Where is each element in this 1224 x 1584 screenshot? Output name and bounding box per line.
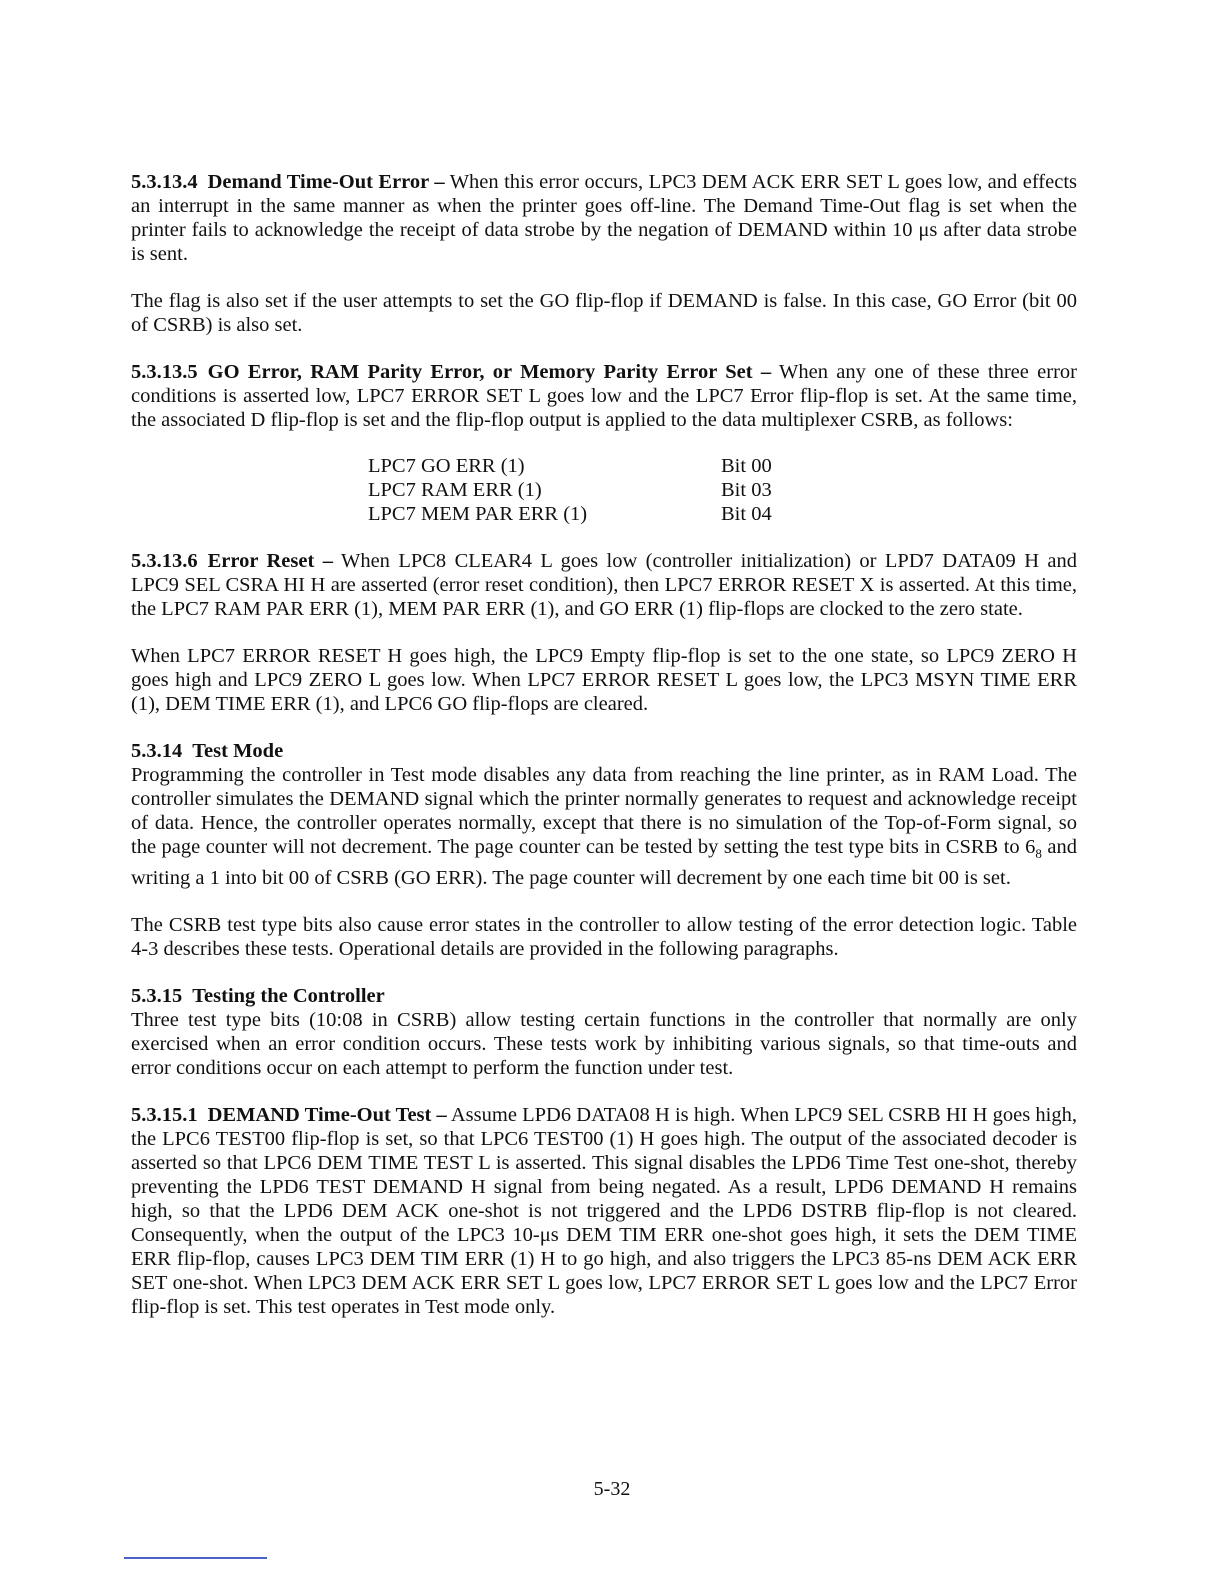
signal-cell: LPC7 GO ERR (1) bbox=[368, 455, 525, 477]
section-text: When this error occurs, LPC3 DEM ACK ERR SET L goes low, and effects an interrupt in the same manner as when the printer goes off-line. The Demand Time-Out flag is set when the printer fails to acknowledge the receipt of data strobe by the negation of DEMAND within 10 μs after data strobe is sent. bbox=[131, 171, 1077, 265]
section-number: 5.3.13.6 bbox=[131, 550, 198, 572]
paragraph-test-mode bbox=[131, 763, 1077, 890]
bit-cell: Bit 04 bbox=[721, 503, 772, 525]
section-text: Assume LPD6 DATA08 H is high. When LPC9 SEL CSRB HI H goes high, the LPC6 TEST00 flip-flop is set, so that LPC6 TEST00 (1) H goes high. The output of the associated decoder is asserted so that LPC6 DEM TIME TEST L is asserted. This signal disables the LPD6 Time Test one-shot, thereby preventing the LPD6 TEST DEMAND H signal from being negated. As a result, LPD6 DEMAND H remains high, so that the LPD6 DEM ACK one-shot is not triggered and the LPD6 DSTRB flip-flop is not cleared. Consequently, when the output of the LPC3 10-μs DEM TIM ERR one-shot goes high, it sets the DEM TIME ERR flip-flop, causes LPC3 DEM TIM ERR (1) H to go high, and also triggers the LPC3 85-ns DEM ACK ERR SET one-shot. When LPC3 DEM ACK ERR SET L goes low, LPC7 ERROR SET L goes low and the LPC7 Error flip-flop is set. This test operates in Test mode only. bbox=[131, 1104, 1077, 1319]
page-number: 5-32 bbox=[593, 1478, 631, 1500]
footer-rule bbox=[124, 1557, 267, 1559]
signal-cell: LPC7 MEM PAR ERR (1) bbox=[368, 503, 588, 525]
paragraph-test-type-bits: The CSRB test type bits also cause error states in the controller to allow testing of the error detection logic. Table 4-3 describes these tests. Operational details are provided in the following paragraphs. bbox=[131, 914, 1077, 961]
table-row bbox=[368, 478, 772, 502]
section-title: DEMAND Time-Out Test – bbox=[207, 1104, 447, 1127]
bit-cell: Bit 00 bbox=[721, 455, 772, 477]
heading-5-3-15 bbox=[131, 984, 1077, 1008]
section-5-3-13-5 bbox=[131, 360, 1077, 432]
section-text: When LPC8 CLEAR4 L goes low (controller initialization) or LPD7 DATA09 H and LPC9 SEL CSRA HI H are asserted (error reset condition), then LPC7 ERROR RESET X is asserted. At this time, the LPC7 RAM PAR ERR (1), MEM PAR ERR (1), and GO ERR (1) flip-flops are clocked to the zero state. bbox=[131, 550, 1077, 620]
paragraph-text: Programming the controller in Test mode disables any data from reaching the line printer, as in RAM Load. The controller simulates the DEMAND signal which the printer normally generates to request and acknowledge receipt of data. Hence, the controller operates normally, except that there is no simulation of the Top-of-Form signal, so the page counter will not decrement. The page counter can be tested by setting the test type bits in CSRB to 6 bbox=[131, 764, 1077, 858]
bit-cell: Bit 03 bbox=[721, 479, 772, 501]
section-title: Error Reset – bbox=[207, 550, 333, 572]
section-text: When any one of these three error conditions is asserted low, LPC7 ERROR SET L goes low and the LPC7 Error flip-flop is set. At the same time, the associated D flip-flop is set and the flip-flop output is applied to the data multiplexer CSRB, as follows: bbox=[131, 361, 1077, 431]
paragraph-text: and writing a 1 into bit 00 of CSRB (GO ERR). The page counter will decrement by one each time bit 00 is set. bbox=[131, 836, 1077, 890]
heading-title: Test Mode bbox=[192, 740, 284, 762]
paragraph-demand-flag: The flag is also set if the user attempts to set the GO flip-flop if DEMAND is false. In this case, GO Error (bit 00 of CSRB) is also set. bbox=[131, 290, 1077, 336]
document-body bbox=[131, 170, 1077, 1319]
table-row bbox=[368, 454, 772, 478]
subscript-base: 8 bbox=[1035, 846, 1042, 862]
section-number: 5.3.13.4 bbox=[131, 171, 198, 193]
heading-5-3-14 bbox=[131, 739, 1077, 763]
heading-number: 5.3.14 bbox=[131, 740, 183, 762]
section-5-3-13-6 bbox=[131, 549, 1077, 621]
paragraph-testing-controller: Three test type bits (10:08 in CSRB) allow testing certain functions in the controller that normally are only exercised when an error condition occurs. These tests work by inhibiting various signals, so that time-outs and error conditions occur on each attempt to perform the function under test. bbox=[131, 1009, 1077, 1080]
section-5-3-13-4 bbox=[131, 170, 1077, 266]
bit-assignment-table bbox=[368, 454, 772, 526]
section-5-3-15-1 bbox=[131, 1103, 1077, 1319]
table-row bbox=[368, 502, 772, 526]
section-title: Demand Time-Out Error – bbox=[207, 171, 445, 193]
section-number: 5.3.15.1 bbox=[131, 1104, 198, 1127]
heading-title: Testing the Controller bbox=[192, 985, 385, 1008]
signal-cell: LPC7 RAM ERR (1) bbox=[368, 479, 542, 501]
section-title: GO Error, RAM Parity Error, or Memory Parity Error Set – bbox=[207, 361, 772, 383]
heading-number: 5.3.15 bbox=[131, 985, 183, 1008]
paragraph-error-reset: When LPC7 ERROR RESET H goes high, the LPC9 Empty flip-flop is set to the one state, so LPC9 ZERO H goes high and LPC9 ZERO L goes low. When LPC7 ERROR RESET L goes low, the LPC3 MSYN TIME ERR (1), DEM TIME ERR (1), and LPC6 GO flip-flops are cleared. bbox=[131, 645, 1077, 715]
section-number: 5.3.13.5 bbox=[131, 361, 198, 383]
